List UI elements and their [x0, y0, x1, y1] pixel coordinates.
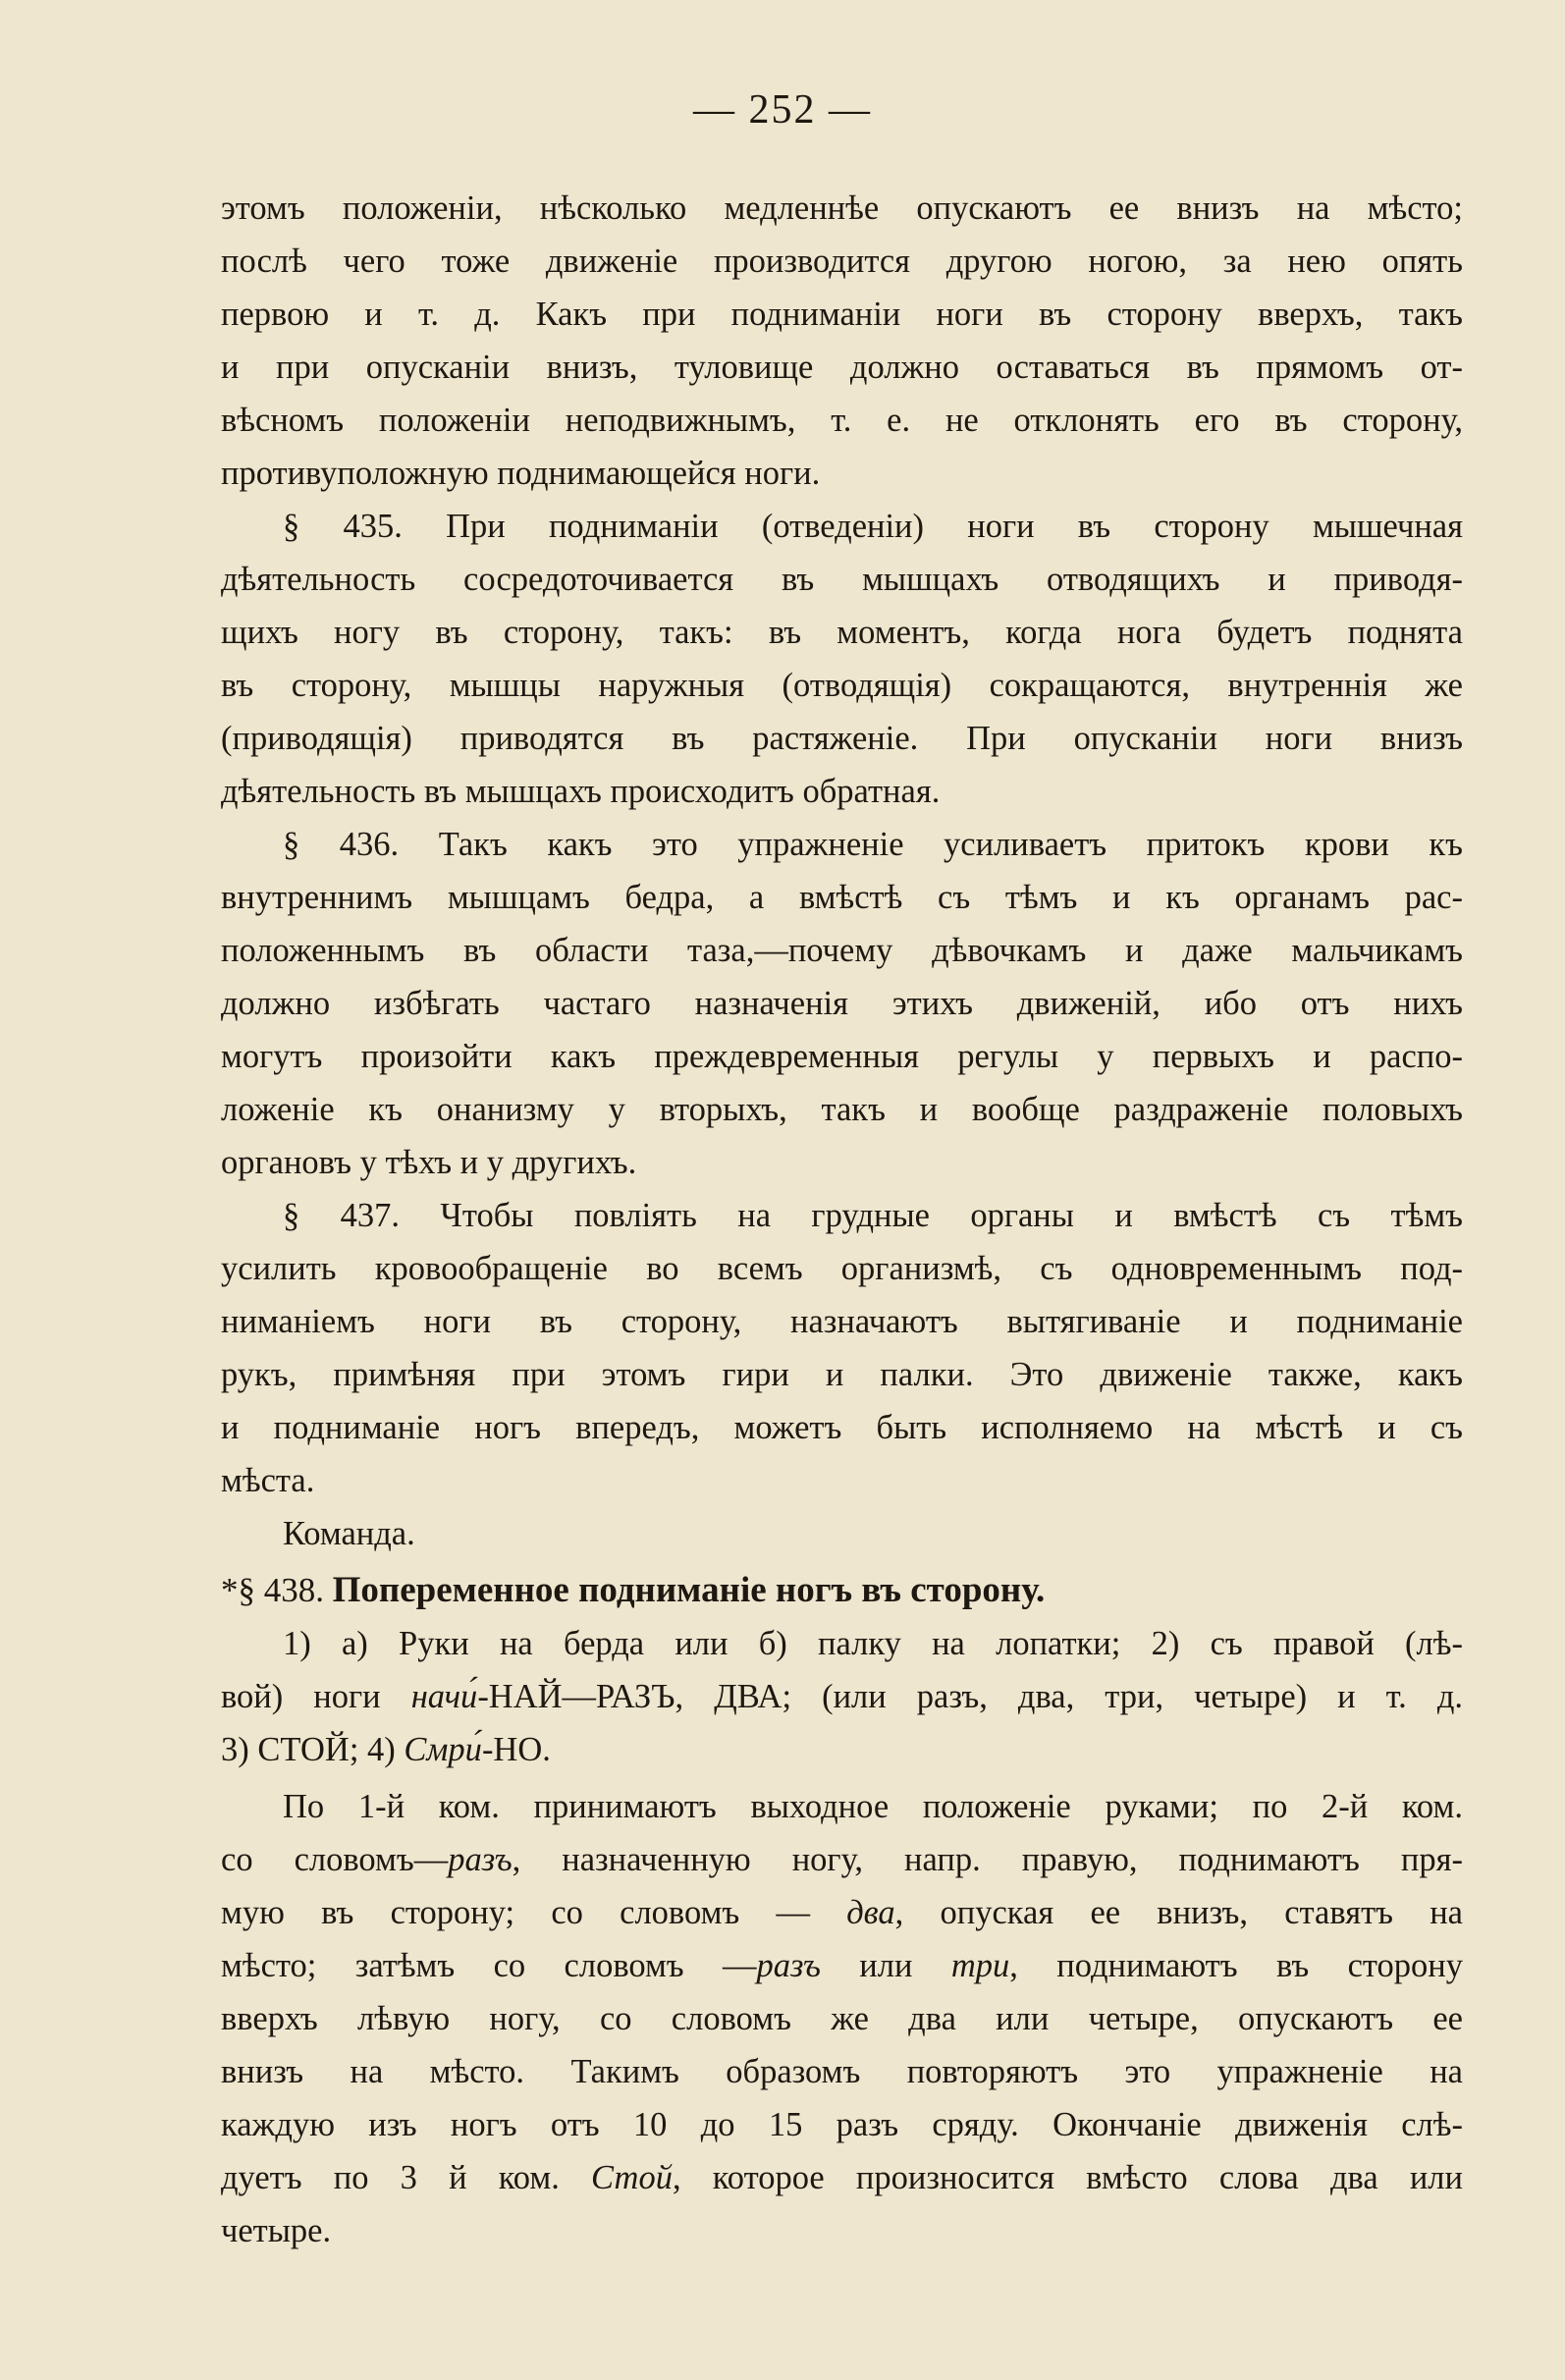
explanation-line: внизъ на мѣсто. Такимъ образомъ повторяютъ это упражненіе на — [221, 2053, 1463, 2090]
paragraph-435-line: § 435. При подниманіи (отведеніи) ноги въ сторону мышечная — [283, 508, 1463, 545]
text-line: вѣсномъ положеніи неподвижнымъ, т. е. не отклонять его въ сторону, — [221, 402, 1463, 439]
command-label: Команда. — [283, 1515, 415, 1552]
text-line: первою и т. д. Какъ при подниманіи ноги въ сторону вверхъ, такъ — [221, 296, 1463, 333]
paragraph-437-line: мѣста. — [221, 1462, 315, 1499]
paragraph-435-line: (приводящія) приводятся въ растяженіе. При опусканіи ноги внизъ — [221, 720, 1463, 757]
section-number: *§ 438. — [221, 1571, 324, 1609]
text-line: этомъ положеніи, нѣсколько медленнѣе опускаютъ ее внизъ на мѣсто; — [221, 189, 1463, 227]
section-title: Попеременное подниманіе ногъ въ сторону. — [332, 1570, 1046, 1610]
paragraph-435-line: дѣятельность въ мышцахъ происходитъ обратная. — [221, 773, 941, 810]
paragraph-437-line: усилить кровообращеніе во всемъ организмѣ, съ одновременнымъ под- — [221, 1250, 1463, 1287]
paragraph-436-line: § 436. Такъ какъ это упражненіе усиливаетъ притокъ крови къ — [283, 826, 1463, 863]
paragraph-436-line: органовъ у тѣхъ и у другихъ. — [221, 1144, 637, 1181]
paragraph-436-line: ложеніе къ онанизму у вторыхъ, такъ и вообще раздраженіе половыхъ — [221, 1091, 1463, 1128]
paragraph-435-line: въ сторону, мышцы наружныя (отводящія) сокращаются, внутреннія же — [221, 667, 1463, 704]
command-line: вой) ноги начи́-НАЙ—РАЗЪ, ДВА; (или разъ, два, три, четыре) и т. д. — [221, 1678, 1463, 1715]
paragraph-436-line: должно избѣгать частаго назначенія этихъ движеній, ибо отъ нихъ — [221, 985, 1463, 1022]
explanation-line: вверхъ лѣвую ногу, со словомъ же два или четыре, опускаютъ ее — [221, 2000, 1463, 2037]
command-line: 1) а) Руки на берда или б) палку на лопатки; 2) съ правой (лѣ- — [283, 1625, 1463, 1662]
paragraph-436-line: внутреннимъ мышцамъ бедра, а вмѣстѣ съ тѣмъ и къ органамъ рас- — [221, 879, 1463, 916]
paragraph-435-line: дѣятельность сосредоточивается въ мышцахъ отводящихъ и приводя- — [221, 561, 1463, 598]
explanation-line: мую въ сторону; со словомъ — два, опуская ее внизъ, ставятъ на — [221, 1894, 1463, 1931]
explanation-line: четыре. — [221, 2212, 332, 2249]
paragraph-436-line: могутъ произойти какъ преждевременныя регулы у первыхъ и распо- — [221, 1038, 1463, 1075]
text-line: послѣ чего тоже движеніе производится другою ногою, за нею опять — [221, 243, 1463, 280]
paragraph-437-line: § 437. Чтобы повліять на грудные органы и вмѣстѣ съ тѣмъ — [283, 1197, 1463, 1234]
paragraph-437-line: и подниманіе ногъ впередъ, можетъ быть исполняемо на мѣстѣ и съ — [221, 1409, 1463, 1446]
paragraph-436-line: положеннымъ въ области таза,—почему дѣвочкамъ и даже мальчикамъ — [221, 932, 1463, 969]
page-number: — 252 — — [693, 87, 872, 133]
paragraph-435-line: щихъ ногу въ сторону, такъ: въ моментъ, когда нога будетъ поднята — [221, 614, 1463, 651]
command-line: 3) СТОЙ; 4) Смри́-НО. — [221, 1731, 551, 1768]
page-body — [221, 182, 1463, 2257]
explanation-line: По 1-й ком. принимаютъ выходное положеніе руками; по 2-й ком. — [283, 1788, 1463, 1825]
paragraph-437-line: рукъ, примѣняя при этомъ гири и палки. Это движеніе также, какъ — [221, 1356, 1463, 1393]
explanation-line: каждую изъ ногъ отъ 10 до 15 разъ сряду. Окончаніе движенія слѣ- — [221, 2106, 1463, 2143]
section-438-heading — [221, 1564, 1463, 1617]
explanation-line: со словомъ—разъ, назначенную ногу, напр. правую, поднимаютъ пря- — [221, 1841, 1463, 1878]
text-line: противуположную поднимающейся ноги. — [221, 455, 821, 492]
text-line: и при опусканіи внизъ, туловище должно оставаться въ прямомъ от- — [221, 349, 1463, 386]
explanation-line: мѣсто; затѣмъ со словомъ —разъ или три, поднимаютъ въ сторону — [221, 1947, 1463, 1984]
explanation-line: дуетъ по 3 й ком. Стой, которое произносится вмѣсто слова два или — [221, 2159, 1463, 2196]
paragraph-437-line: ниманіемъ ноги въ сторону, назначаютъ вытягиваніе и подниманіе — [221, 1303, 1463, 1340]
